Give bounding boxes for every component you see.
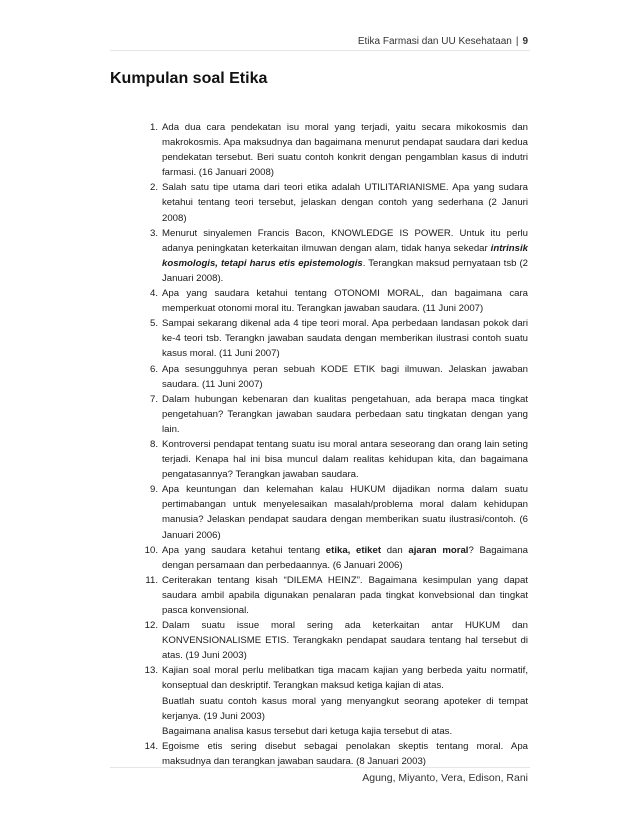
question-number: 10.	[144, 544, 158, 556]
question-item	[136, 120, 528, 180]
question-item	[136, 663, 528, 738]
question-item	[136, 573, 528, 618]
page-number: 9	[522, 36, 528, 47]
question-number: 7.	[149, 393, 158, 405]
question-text: Apa sesungguhnya peran sebuah KODE ETIK bagi ilmuwan. Jelaskan jawaban saudara. (11 Juni 2007)	[162, 363, 528, 390]
question-number: 5.	[149, 318, 158, 330]
question-number: 1.	[149, 122, 158, 133]
question-text: Menurut sinyalemen Francis Bacon, KNOWLEDGE IS POWER. Untuk itu perlu adanya peningkatan keterkaitan ilmuwan dengan alam, tidak hanya sekedar	[162, 227, 528, 254]
question-number: 8.	[149, 438, 158, 450]
header-separator: |	[515, 36, 519, 47]
question-text: Kajian soal moral perlu melibatkan tiga macam kajian yang berbeda yaitu normatif, konseptual dan deskriptif. Terangkan maksud ketiga kajian di atas.	[162, 665, 528, 692]
footer-rule	[110, 767, 530, 768]
question-list	[136, 120, 528, 769]
question-number: 13.	[144, 665, 158, 677]
question-number: 3.	[149, 227, 158, 239]
question-number: 14.	[144, 740, 158, 752]
question-item	[136, 286, 528, 316]
question-text: Bagaimana analisa kasus tersebut dari ketuga kajia tersebut di atas.	[162, 725, 453, 737]
question-text: Ceriterakan tentang kisah “DILEMA HEINZ”. Bagaimana kesimpulan yang dapat saudara ambil apabila digunakan penalaran pada tingkat konvebsional dan tingkat pasca konvensional.	[162, 574, 528, 616]
question-text: Kontroversi pendapat tentang suatu isu moral antara seseorang dan orang lain seting terjadi. Kenapa hal ini bisa muncul dalam realitas kehidupan kita, dan bagaimana pengatasannya? Terangkan jawaban saudara.	[162, 438, 528, 481]
question-item	[136, 739, 528, 769]
question-text: intrinsik kosmologis, tetapi harus etis epistemologis	[162, 242, 528, 269]
question-text: dan	[381, 544, 409, 556]
question-text: Apa yang saudara ketahui tentang	[162, 544, 326, 556]
footer-authors: Agung, Miyanto, Vera, Edison, Rani	[362, 772, 528, 784]
question-text: ? Bagaimana dengan persamaan dan perbedaannya. (6 Januari 2006)	[162, 544, 529, 571]
header-title: Etika Farmasi dan UU Kesehataan	[357, 36, 512, 47]
question-text: Ada dua cara pendekatan isu moral yang terjadi, yaitu secara mikokosmis dan makrokosmis. Apa maksudnya dan bagaimana menurut pendapat saudara dari kedua pendekatan tersebut. Beri suatu contoh konkrit dengan pengamblan kasus di indutri farmasi. (16 Januari 2008)	[162, 122, 528, 179]
question-text: Egoisme etis sering disebut sebagai penolakan skeptis tentang moral. Apa maksudnya dan terangkan jawaban saudara. (8 Januari 2003)	[162, 740, 528, 767]
question-number: 6.	[149, 363, 158, 375]
question-text: Buatlah suatu contoh kasus moral yang menyangkut seorang apoteker di tempat kerjanya. (19 Juni 2003)	[162, 695, 528, 722]
question-item	[136, 618, 528, 663]
question-text: . Terangkan maksud pernyataan tsb (2 Januari 2008).	[162, 257, 528, 284]
question-text: Dalam hubungan kebenaran dan kualitas pengetahuan, ada berapa maca tingkat pengetahuan? Terangkan jawaban saudara perbedaan satu tingkatan dengan yang lain.	[162, 393, 528, 435]
question-text: Apa yang saudara ketahui tentang OTONOMI MORAL, dan bagaimana cara memperkuat otonomi moral itu. Terangkan jawaban saudara. (11 Juni 2007)	[162, 288, 528, 315]
question-text: etika, etiket	[325, 544, 382, 556]
question-number: 4.	[149, 288, 158, 300]
header-rule	[110, 50, 530, 51]
question-item	[136, 482, 528, 542]
page-title: Kumpulan soal Etika	[110, 70, 268, 87]
question-number: 9.	[149, 484, 158, 496]
question-item	[136, 362, 528, 392]
question-item	[136, 437, 528, 482]
question-number: 2.	[149, 182, 158, 194]
question-text: Sampai sekarang dikenal ada 4 tipe teori moral. Apa perbedaan landasan pokok dari ke-4 teori tsb. Terangkn jawaban saudata dengan memberikan ilustrasi contoh suatu kasus moral. (11 Juni 2007)	[162, 318, 528, 360]
question-item	[136, 543, 528, 573]
question-item	[136, 180, 528, 225]
question-text: Salah satu tipe utama dari teori etika adalah UTILITARIANISME. Apa yang sudara ketahui tentang teori tersebut, jelaskan dengan contoh yang sederhana (2 Januri 2008)	[162, 182, 528, 224]
running-header	[358, 36, 528, 47]
question-number: 11.	[145, 574, 158, 586]
question-item	[136, 392, 528, 437]
question-text: Apa keuntungan dan kelemahan kalau HUKUM dijadikan norma dalam suatu pertimabangan untuk menyelesaikan masalah/problema moral dalam kehidupan manusia? Jelaskan pendapat saudara dengan memberikan suatu ilustrasi/contoh. (6 Januari 2006)	[162, 484, 528, 541]
question-text: Dalam suatu issue moral sering ada keterkaitan antar HUKUM dan KONVENSIONALISME ETIS. Terangkakn pendapat saudara tentang hal tersebut di atas. (19 Juni 2003)	[162, 620, 528, 662]
question-number: 12.	[144, 620, 158, 632]
question-item	[136, 316, 528, 361]
question-text: ajaran moral	[408, 544, 469, 556]
question-item	[136, 226, 528, 286]
